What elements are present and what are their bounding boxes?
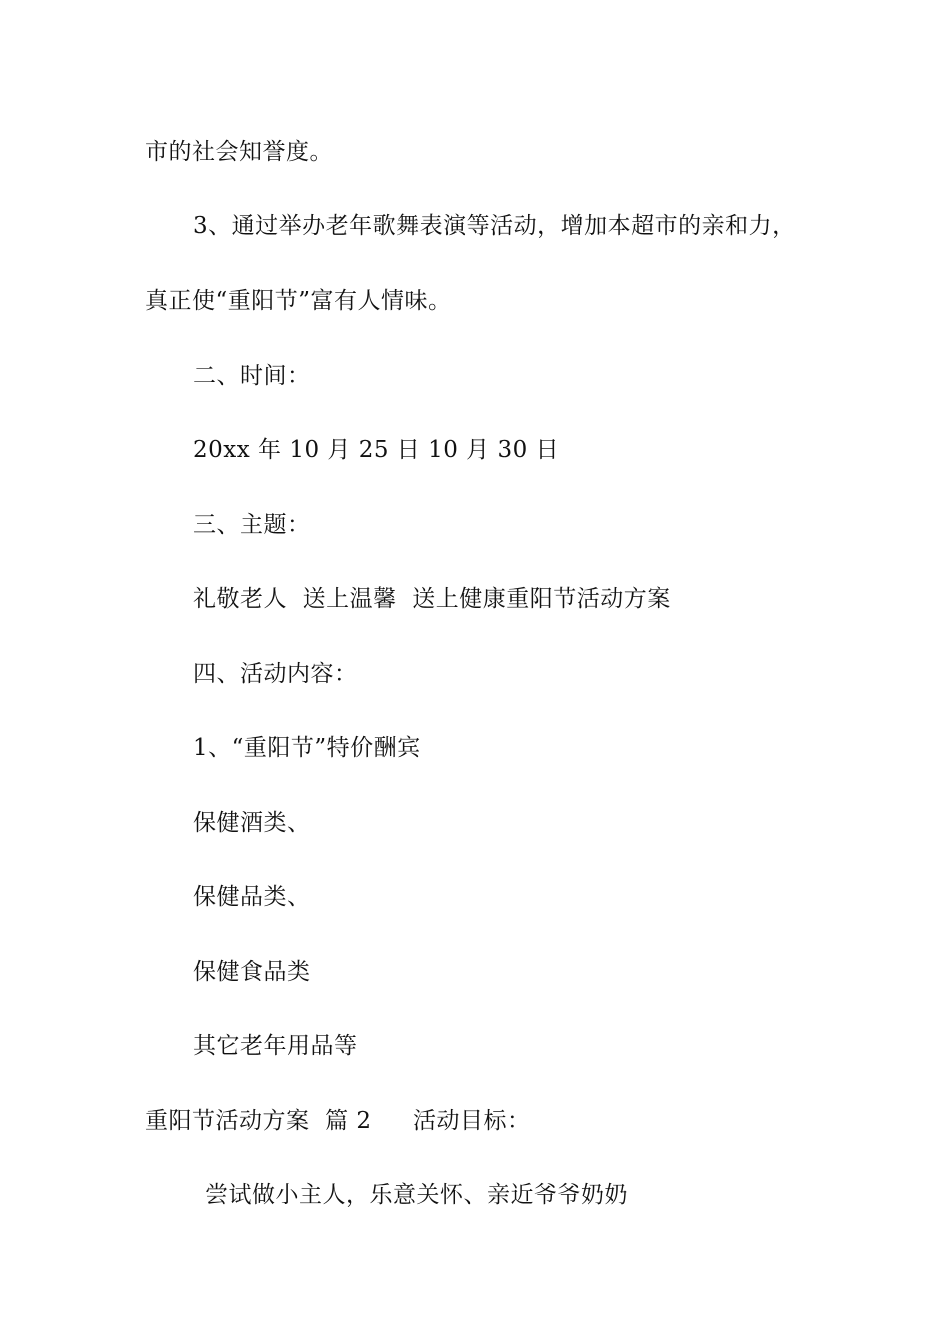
list-item: 其它老年用品等	[193, 1033, 358, 1059]
section-heading-time: 二、时间：	[193, 363, 311, 389]
paragraph-line: 3、通过举办老年歌舞表演等活动，增加本超市的亲和力，	[193, 213, 796, 239]
list-item: 保健食品类	[193, 959, 311, 985]
date-range-text: 20xx 年 10 月 25 日 10 月 30 日	[193, 437, 560, 463]
theme-text: 礼敬老人 送上温馨 送上健康重阳节活动方案	[193, 586, 671, 612]
paragraph-line: 市的社会知誉度。	[145, 139, 333, 165]
section-heading-content: 四、活动内容：	[193, 661, 358, 687]
section-heading-theme: 三、主题：	[193, 512, 311, 538]
list-item: 1、“重阳节”特价酬宾	[193, 735, 421, 761]
paragraph-line: 真正使“重阳节”富有人情味。	[145, 288, 452, 314]
goal-subheading: 活动目标：	[413, 1108, 531, 1134]
list-item: 保健品类、	[193, 884, 311, 910]
plan-section-heading: 重阳节活动方案 篇 2	[145, 1108, 372, 1134]
list-item: 保健酒类、	[193, 810, 311, 836]
paragraph-line: 尝试做小主人，乐意关怀、亲近爷爷奶奶	[205, 1182, 628, 1208]
